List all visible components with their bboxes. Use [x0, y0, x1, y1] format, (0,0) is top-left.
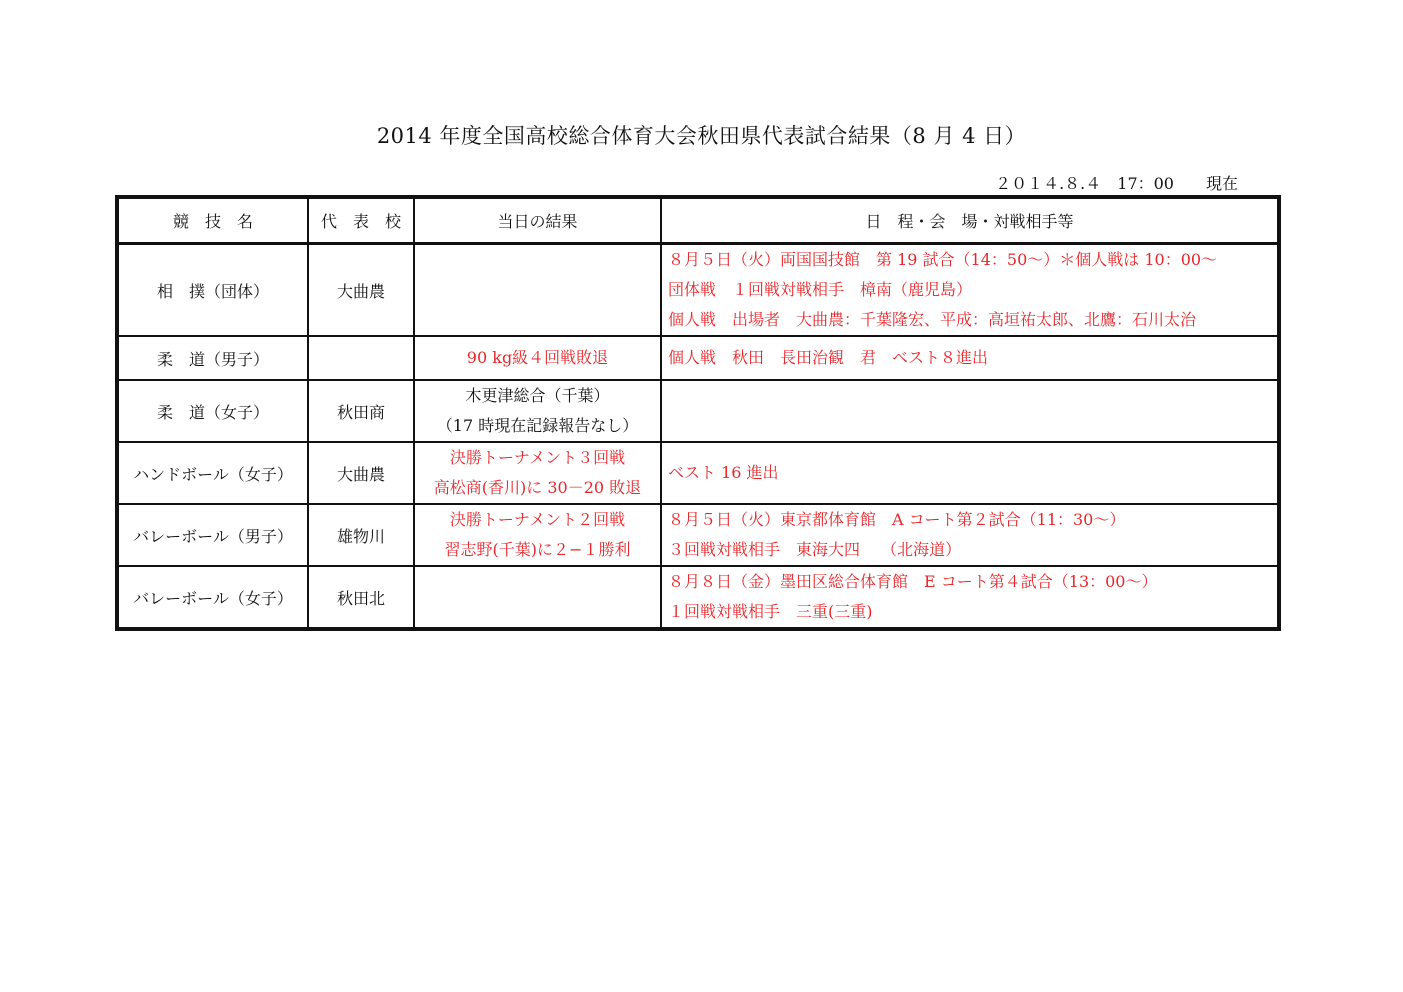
- table-row-volleyball-men: [118, 504, 1278, 566]
- schedule-cell: [661, 244, 1278, 337]
- schedule-line: 団体戦 １回戦対戦相手 樟南（鹿児島）: [668, 280, 973, 299]
- sport-cell: バレーボール（女子）: [118, 566, 308, 628]
- result-line: （17 時現在記録報告なし）: [436, 416, 639, 435]
- schedule-cell: [661, 380, 1278, 442]
- sport-cell: 相 撲（団体）: [118, 244, 308, 337]
- document-title: 2014 年度全国高校総合体育大会秋田県代表試合結果（8 月 4 日）: [376, 124, 1027, 148]
- result-line: 90 kg級４回戦敗退: [466, 348, 609, 367]
- result-cell: [414, 504, 661, 566]
- result-line: 決勝トーナメント２回戦: [449, 510, 626, 529]
- schedule-cell: [661, 566, 1278, 628]
- sport-cell: バレーボール（男子）: [118, 504, 308, 566]
- header-schedule: 日 程・会 場・対戦相手等: [661, 198, 1278, 244]
- schedule-line: １回戦対戦相手 三重(三重): [668, 602, 873, 621]
- schedule-line: ８月５日（火）東京都体育館 A コート第２試合（11：30〜）: [668, 510, 1126, 529]
- result-line: 木更津総合（千葉）: [465, 386, 610, 405]
- table-row-handball-women: [118, 442, 1278, 504]
- header-school: 代 表 校: [308, 198, 414, 244]
- results-table: [117, 197, 1279, 629]
- result-line: 習志野(千葉)に２−１勝利: [444, 540, 631, 559]
- table-row-judo-women: [118, 380, 1278, 442]
- school-cell: 秋田北: [308, 566, 414, 628]
- update-timestamp: ２０１４.８.４ 17：00 現在: [995, 174, 1238, 193]
- schedule-line: ３回戦対戦相手 東海大四 （北海道）: [668, 540, 962, 559]
- school-cell: 秋田商: [308, 380, 414, 442]
- sport-cell: 柔 道（男子）: [118, 336, 308, 380]
- schedule-cell: [661, 442, 1278, 504]
- result-line: 高松商(香川)に 30－20 敗退: [433, 478, 642, 497]
- result-cell: [414, 336, 661, 380]
- table-row-judo-men: [118, 336, 1278, 380]
- school-cell: 大曲農: [308, 442, 414, 504]
- schedule-line: ８月８日（金）墨田区総合体育館 E コート第４試合（13：00〜）: [668, 572, 1158, 591]
- school-cell: 雄物川: [308, 504, 414, 566]
- header-row: [118, 198, 1278, 244]
- schedule-line: 個人戦 出場者 大曲農：千葉隆宏、平成：高垣祐太郎、北鷹：石川太治: [668, 310, 1197, 329]
- school-cell: [308, 336, 414, 380]
- sport-cell: ハンドボール（女子）: [118, 442, 308, 504]
- result-cell: [414, 244, 661, 337]
- result-cell: [414, 566, 661, 628]
- header-sport: 競 技 名: [118, 198, 308, 244]
- schedule-cell: [661, 504, 1278, 566]
- schedule-line: 個人戦 秋田 長田治観 君 ベスト８進出: [668, 348, 989, 367]
- table-row-sumo: [118, 244, 1278, 337]
- schedule-line: ８月５日（火）両国国技館 第 19 試合（14：50〜）＊個人戦は 10：00〜: [668, 250, 1218, 269]
- result-cell: [414, 380, 661, 442]
- result-cell: [414, 442, 661, 504]
- sport-cell: 柔 道（女子）: [118, 380, 308, 442]
- header-result: 当日の結果: [414, 198, 661, 244]
- table-row-volleyball-women: [118, 566, 1278, 628]
- schedule-line: ベスト 16 進出: [668, 463, 779, 482]
- schedule-cell: [661, 336, 1278, 380]
- result-line: 決勝トーナメント３回戦: [449, 448, 626, 467]
- school-cell: 大曲農: [308, 244, 414, 337]
